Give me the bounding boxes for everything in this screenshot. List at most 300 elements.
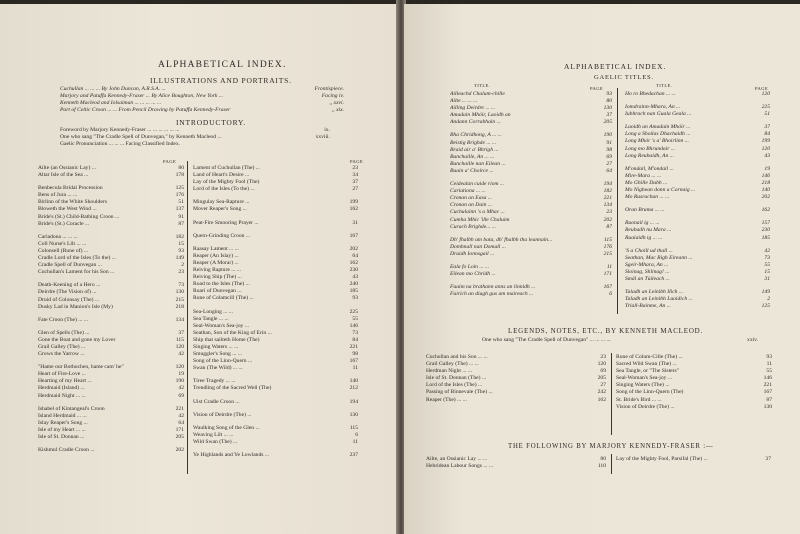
entry-page: 240 xyxy=(349,281,358,288)
entry-title: Singing Waters ... ... xyxy=(193,343,239,350)
entry-title: Death-Keening of a Hero ... xyxy=(38,282,101,289)
entry-title: Sgeir-Mhara, An ... xyxy=(625,261,669,268)
index-entry xyxy=(625,138,770,145)
entry-title: Ye Highlands and Ye Lowlands ... xyxy=(193,452,270,458)
entry-title: Fate Croon (The) ... ... xyxy=(38,316,89,323)
entry-title: Foreword by Marjory Kennedy-Fraser ... ... ... ... ... ... xyxy=(60,127,180,133)
entry-page: 130 xyxy=(603,105,612,112)
entry-page: 218 xyxy=(761,179,770,186)
index-entry xyxy=(625,207,770,214)
entry-page: 91 xyxy=(178,213,184,220)
entry-page: 64 xyxy=(178,419,184,426)
entry-title: Hearting of my Heart ... xyxy=(38,378,92,385)
index-entry xyxy=(450,112,612,119)
entry-page: 42 xyxy=(178,412,184,419)
entry-page: 115 xyxy=(175,336,184,343)
entry-title: Cuchullan and his Son ... ... xyxy=(426,354,488,360)
entry-title: Mo Rusrachan ... ... xyxy=(625,194,670,201)
entry-page: 73 xyxy=(764,254,770,261)
entry-title: Grows the Yarrow ... xyxy=(38,351,85,358)
index-entry xyxy=(38,297,184,304)
entry-page: 167 xyxy=(349,358,358,365)
entry-title: Waulking Song of the Glen ... xyxy=(193,424,260,431)
index-entry xyxy=(193,378,358,385)
english-index-column-2 xyxy=(193,165,358,459)
title-column-label: TITLE. xyxy=(474,83,491,88)
index-entry xyxy=(450,105,612,112)
entry-title: Road to the Isles (The) ... xyxy=(193,281,250,288)
entry-title: Buain a' Choirce ... xyxy=(450,167,494,174)
entry-page: 64 xyxy=(606,167,612,174)
entry-title: Amadain Mhóir, Laoidh an xyxy=(450,112,511,119)
index-entry xyxy=(38,406,184,413)
right-page xyxy=(404,4,800,534)
index-entry xyxy=(193,206,358,213)
index-entry xyxy=(193,425,358,432)
entry-title: Heart of Fire-Love ... xyxy=(38,371,86,378)
entry-page: 11 xyxy=(352,438,358,445)
entry-title: Ceidealan cuide riom ... xyxy=(450,181,505,188)
index-entry xyxy=(193,365,358,372)
entry-title: Sea-Longing ... ... xyxy=(193,308,234,315)
entry-page: Frontispiece. xyxy=(314,86,344,92)
index-entry xyxy=(38,413,184,420)
entry-title: Rune of Colamcill (The) ... xyxy=(193,295,254,302)
index-entry xyxy=(625,166,770,173)
entry-title: Benbecula Bridal Procession xyxy=(38,185,103,192)
entry-page: 37 xyxy=(765,456,771,462)
entry-page: 55 xyxy=(766,368,772,375)
entry-page: 120 xyxy=(175,343,184,350)
entry-page: 190 xyxy=(175,378,184,385)
index-entry xyxy=(450,244,612,251)
index-entry xyxy=(426,375,606,382)
index-entry xyxy=(193,412,358,419)
entry-title: Herdmaid (Island) ... xyxy=(38,385,85,392)
index-entry xyxy=(450,209,612,216)
entry-page: 120 xyxy=(761,91,770,97)
index-entry xyxy=(38,317,184,324)
index-entry xyxy=(450,291,612,298)
index-entry xyxy=(38,427,184,434)
entry-page: 23 xyxy=(600,354,606,360)
entry-page: 23 xyxy=(178,269,184,276)
entry-page: 2 xyxy=(767,296,770,303)
entry-title: Ailleachd Chalum-chille xyxy=(450,91,505,97)
entry-title: Andann Corrabhain ... xyxy=(450,119,501,126)
entry-page: 73 xyxy=(352,329,358,336)
entry-page: 43 xyxy=(764,152,770,159)
index-entry xyxy=(193,432,358,439)
entry-title: Curach Brighde... ... xyxy=(450,223,496,230)
entry-title: Reaper (An Islay) ... xyxy=(193,252,239,259)
index-entry xyxy=(426,456,606,463)
entry-title: Sea Tangle ... ... xyxy=(193,315,229,322)
index-entry xyxy=(193,260,358,267)
entry-page: ,, xix. xyxy=(331,107,344,114)
introductory-heading: INTRODUCTORY. xyxy=(176,118,246,127)
index-entry xyxy=(38,385,184,392)
entry-title: Ruaiaidh ig ... ... xyxy=(625,234,663,241)
entry-page: 11 xyxy=(606,263,612,270)
entry-page: 125 xyxy=(175,185,184,192)
entry-page: 31 xyxy=(352,219,358,226)
index-entry xyxy=(616,354,772,361)
index-entry xyxy=(193,267,358,274)
page-column-label: PAGE xyxy=(350,159,364,164)
entry-page: 84 xyxy=(764,131,770,138)
entry-title: Long mo Bhrundair ... xyxy=(625,145,676,152)
index-entry xyxy=(616,375,772,382)
legends-intro xyxy=(482,337,758,344)
entry-page: 11 xyxy=(766,361,772,368)
entry-page: 162 xyxy=(349,206,358,213)
entry-title: Eala fo Loin ... ... xyxy=(450,263,490,270)
entry-title: Uist Cradle Croon ... xyxy=(193,398,240,405)
entry-page: 221 xyxy=(603,195,612,202)
index-entry xyxy=(450,154,612,161)
entry-title: Ailte, an Ossianic Lay ... ... xyxy=(426,456,488,462)
entry-page: 37 xyxy=(178,329,184,336)
index-entry xyxy=(616,361,772,368)
entry-title: Singing Waters (The) ... xyxy=(616,382,670,389)
index-entry xyxy=(625,180,770,187)
entry-title: Colonsell (Rune of) ... xyxy=(38,247,89,254)
index-entry xyxy=(616,382,772,389)
index-entry xyxy=(426,368,606,375)
entry-page: 230 xyxy=(349,267,358,274)
entry-page: 202 xyxy=(603,216,612,223)
index-entry xyxy=(426,463,606,470)
entry-title: 'S a Choill ud thall ... xyxy=(625,247,673,254)
index-entry xyxy=(426,389,606,396)
entry-page: 55 xyxy=(352,315,358,322)
entry-page: 146 xyxy=(763,375,772,382)
column-divider xyxy=(611,454,612,474)
entry-page: 42 xyxy=(764,247,770,254)
column-divider xyxy=(611,353,612,435)
entry-title: Taladh an Leinibh Ilich ... xyxy=(625,289,684,296)
index-entry xyxy=(625,173,770,180)
entry-page: 199 xyxy=(761,138,770,145)
entry-title: Beistig Brighde ... ... xyxy=(450,139,497,146)
index-entry xyxy=(193,452,358,459)
entry-page: 162 xyxy=(761,207,770,214)
index-entry xyxy=(38,269,184,276)
index-entry xyxy=(625,255,770,262)
index-entry xyxy=(38,248,184,255)
entry-title: Kishmul Cradle Croon ... xyxy=(38,447,95,454)
index-entry xyxy=(38,304,184,311)
entry-title: Cronan an Easa ... xyxy=(450,195,493,202)
entry-title: Land of Heart's Desire ... xyxy=(193,172,250,179)
entry-title: Reiving Ship (The) ... xyxy=(193,274,242,281)
index-entry xyxy=(193,295,358,302)
entry-page: 167 xyxy=(349,232,358,239)
entry-title: Eilean mo Chridh ... xyxy=(450,271,496,278)
entry-page: 120 xyxy=(175,364,184,371)
entry-title: Song of the Linn-Quern ... xyxy=(193,358,253,365)
index-entry xyxy=(193,246,358,253)
entry-page: 115 xyxy=(349,424,358,431)
entry-title: Hebridean Labour Songs ... ... xyxy=(426,463,494,470)
entry-title: Passing of Binnevale (The) ... xyxy=(426,389,493,396)
following-heading: THE FOLLOWING BY MARJORY KENNEDY-FRASER :— xyxy=(508,443,714,450)
entry-page: ,, xxvi. xyxy=(329,100,344,107)
index-entry xyxy=(38,337,184,344)
entry-page: 80 xyxy=(600,456,606,462)
index-entry xyxy=(38,351,184,358)
index-entry xyxy=(38,221,184,228)
index-entry xyxy=(625,289,770,296)
entry-title: Wild Swan (The) ... xyxy=(193,438,238,445)
legends-column-1 xyxy=(426,354,606,404)
entry-page: 42 xyxy=(178,351,184,358)
entry-title: Mover Reaper's Song ... xyxy=(193,206,247,213)
index-entry xyxy=(625,104,770,111)
index-entry xyxy=(450,181,612,188)
entry-title: Reaper (The) ... ... xyxy=(426,396,467,403)
entry-title: Laoidh an Amadain Mhóir ... xyxy=(625,124,691,131)
index-entry xyxy=(616,368,772,375)
index-entry xyxy=(450,217,612,224)
entry-page: 23 xyxy=(606,209,612,216)
entry-title: Lord of the Isles (The) ... xyxy=(426,382,483,389)
entry-title: Isle of St. Donnan (The) ... xyxy=(426,375,487,382)
index-entry xyxy=(625,187,770,194)
entry-title: Fuaim na brathann anns an linnidh ... xyxy=(450,284,536,291)
entry-page: 221 xyxy=(763,382,772,389)
index-entry xyxy=(450,168,612,175)
entry-title: Bunchaille, An ... ... xyxy=(450,153,495,160)
index-entry xyxy=(625,248,770,255)
entry-title: Cuchulainn 's a Mhac ... xyxy=(450,209,505,216)
entry-page: 194 xyxy=(603,181,612,188)
index-entry xyxy=(38,241,184,248)
index-entry xyxy=(450,202,612,209)
illustrations-list xyxy=(60,86,344,114)
entry-page: 2 xyxy=(181,262,184,269)
entry-title: St. Bride's Bird ... ... xyxy=(616,396,662,403)
entry-page: 205 xyxy=(175,434,184,440)
index-entry xyxy=(38,234,184,241)
entry-title: Iubhrach nan Guala Geala ... xyxy=(625,111,692,118)
entry-title: Sea Tangle, or "The Sisters" xyxy=(616,368,679,375)
entry-title: Mo Nighean donn a Cornaig ... xyxy=(625,187,696,194)
entry-page: 98 xyxy=(606,146,612,153)
index-entry xyxy=(193,351,358,358)
entry-title: Ailling Deirdre ... ... xyxy=(450,105,496,112)
entry-page: 134 xyxy=(175,316,184,323)
entry-page: 31 xyxy=(764,275,770,282)
entry-page: 23 xyxy=(352,165,358,171)
entry-title: Braid air a' Bhrigh ... xyxy=(450,146,499,153)
page-column-label: PAGE xyxy=(590,86,604,91)
index-entry xyxy=(60,107,344,114)
entry-title: One who sang "The Cradle Spell of Dunvegan" ... ... ... ... xyxy=(482,337,611,343)
index-entry xyxy=(193,233,358,240)
entry-page: 178 xyxy=(175,172,184,179)
entry-page: 146 xyxy=(761,172,770,179)
entry-title: Grail Galley (The) ... xyxy=(38,343,86,350)
entry-title: Cradle Spell of Dunvegan ... xyxy=(38,262,102,269)
english-index-column-1 xyxy=(38,165,184,454)
index-entry xyxy=(625,153,770,160)
illustrations-heading: ILLUSTRATIONS AND PORTRAITS. xyxy=(150,76,292,85)
entry-page: 91 xyxy=(606,139,612,146)
entry-page: 212 xyxy=(349,385,358,392)
entry-page: 80 xyxy=(606,98,612,105)
entry-title: Herdman Night ... ... xyxy=(426,368,473,375)
entry-page: 6 xyxy=(355,431,358,438)
entry-title: Island Herdmaid ... ... xyxy=(38,412,87,419)
entry-page: 242 xyxy=(597,389,606,396)
index-entry xyxy=(38,378,184,385)
entry-title: Song of the Linn-Quern (The) xyxy=(616,389,684,396)
entry-title: Raasay Lament ... ... xyxy=(193,245,239,252)
index-entry xyxy=(625,124,770,131)
entry-title: Ishabel of Kintangeal's Croon xyxy=(38,405,105,412)
entry-page: 73 xyxy=(178,282,184,289)
entry-title: Reaper (A Morar) ... xyxy=(193,259,239,266)
index-entry xyxy=(450,161,612,168)
index-entry xyxy=(625,262,770,269)
entry-title: Smál an Tùileach ... xyxy=(625,275,670,282)
entry-page: 69 xyxy=(178,392,184,399)
entry-page: 69 xyxy=(606,153,612,160)
entry-page: 15 xyxy=(178,240,184,247)
index-entry xyxy=(60,93,344,100)
page-column-label: PAGE xyxy=(755,86,769,91)
entry-title: Mire-Mara ... ... xyxy=(625,172,662,179)
entry-page: 202 xyxy=(175,447,184,454)
entry-page: 27 xyxy=(600,382,606,389)
entry-title: Islay Reaper's Song ... xyxy=(38,419,88,426)
entry-page: 37 xyxy=(352,179,358,186)
entry-page: 171 xyxy=(175,426,184,433)
entry-page: 215 xyxy=(603,250,612,257)
index-entry xyxy=(193,179,358,186)
entry-title: Bride's (St.) Coracle ... xyxy=(38,220,90,227)
entry-title: Cuchullan's Lament for his Son ... xyxy=(38,269,115,276)
entry-title: Trendling of the Sacred Well (The) xyxy=(193,385,272,392)
entry-page: 199 xyxy=(349,199,358,206)
entry-page: 146 xyxy=(349,322,358,329)
index-entry xyxy=(38,364,184,371)
entry-title: Mo Ghille Dubh ... xyxy=(625,179,668,186)
entry-title: Vision of Deirdre (The) ... xyxy=(616,403,675,410)
entry-title: Peat-Fire Smooring Prayer ... xyxy=(193,219,259,226)
entry-title: Smuggler's Song ... ... xyxy=(193,351,243,358)
entry-title: Long Mhór 's a' Bhoirlinn ... xyxy=(625,138,689,145)
entry-page: xxiv. xyxy=(747,337,758,343)
entry-page: 27 xyxy=(606,160,612,167)
entry-page: 149 xyxy=(175,255,184,262)
index-entry xyxy=(450,271,612,278)
entry-title: Cariationa ... ... xyxy=(450,188,486,195)
index-entry xyxy=(450,147,612,154)
entry-title: Dusky Lad in Manion's Isle (My) xyxy=(38,303,113,310)
entry-page: 221 xyxy=(349,343,358,350)
index-entry xyxy=(450,237,612,244)
entry-page: 215 xyxy=(175,296,184,303)
entry-title: Birlinn of the White Shoulders xyxy=(38,199,107,206)
index-entry xyxy=(38,289,184,296)
index-entry xyxy=(625,276,770,283)
entry-title: Cradle Lord of the Isles (To the) ... xyxy=(38,255,116,262)
entry-page: 120 xyxy=(761,145,770,152)
index-entry xyxy=(625,303,770,310)
index-entry xyxy=(38,172,184,179)
entry-page: 230 xyxy=(761,227,770,234)
index-entry xyxy=(450,91,612,98)
entry-title: Ruonail ig ... ... xyxy=(625,220,660,227)
index-entry xyxy=(38,199,184,206)
index-entry xyxy=(38,262,184,269)
entry-page: 34 xyxy=(352,172,358,179)
index-entry xyxy=(426,361,606,368)
entry-title: Part of Celtic Croon ... ... From Pencil Drawing by Patuffa Kennedy-Fraser xyxy=(60,107,231,114)
index-entry xyxy=(193,323,358,330)
index-entry xyxy=(38,282,184,289)
gaelic-titles-heading: GAELIC TITLES. xyxy=(594,74,654,81)
entry-title: Deirdre (The Vision of) ... xyxy=(38,289,97,296)
page-title: ALPHABETICAL INDEX. xyxy=(158,60,287,70)
entry-page: 157 xyxy=(761,220,770,227)
index-entry xyxy=(38,371,184,378)
entry-page: 182 xyxy=(175,233,184,240)
index-entry xyxy=(38,255,184,262)
entry-title: Bunchaille nan Eilean ... xyxy=(450,160,506,167)
entry-page: 140 xyxy=(761,187,770,194)
entry-title: Long Reubaidh, An ... xyxy=(625,152,674,159)
entry-title: Grail Galley (The) ... ... xyxy=(426,361,479,368)
index-entry xyxy=(38,344,184,351)
index-entry xyxy=(450,224,612,231)
index-entry xyxy=(38,393,184,400)
entry-page: 115 xyxy=(604,236,612,243)
entry-page: 43 xyxy=(352,274,358,281)
entry-page: 55 xyxy=(764,261,770,268)
entry-title: Druid of Colonsay (The) ... xyxy=(38,296,100,303)
index-entry xyxy=(625,227,770,234)
index-entry xyxy=(193,399,358,406)
index-entry xyxy=(193,186,358,193)
entry-page: 167 xyxy=(763,389,772,396)
entry-page: 37 xyxy=(764,124,770,131)
entry-page: 176 xyxy=(603,243,612,250)
index-entry xyxy=(450,98,612,105)
entry-page: 218 xyxy=(175,303,184,310)
index-entry xyxy=(193,274,358,281)
entry-page: 19 xyxy=(178,371,184,378)
page-title: ALPHABETICAL INDEX. xyxy=(564,62,667,71)
index-entry xyxy=(38,206,184,213)
entry-title: Triall-Bainme, An ... xyxy=(625,303,671,310)
index-entry xyxy=(38,434,184,441)
index-entry xyxy=(426,382,606,389)
entry-page: 202 xyxy=(349,245,358,252)
index-entry xyxy=(193,344,358,351)
entry-title: Kenneth Macleod and Iolsaiman ... ... ... ... ... xyxy=(60,100,162,107)
entry-title: Swan (The Wild) ... ... xyxy=(193,365,243,372)
entry-title: Lay of the Mighty Fool, Parsifal (The) ... xyxy=(616,456,708,462)
entry-title: Gaelic Pronunciation ... ... ... Facing Classified Index. xyxy=(60,141,181,148)
index-entry xyxy=(625,91,770,98)
entry-title: Seal-Woman's Sea-joy ... xyxy=(193,322,250,329)
entry-title: Quern-Grinding Croon ... xyxy=(193,232,251,239)
entry-page: 27 xyxy=(352,186,358,193)
